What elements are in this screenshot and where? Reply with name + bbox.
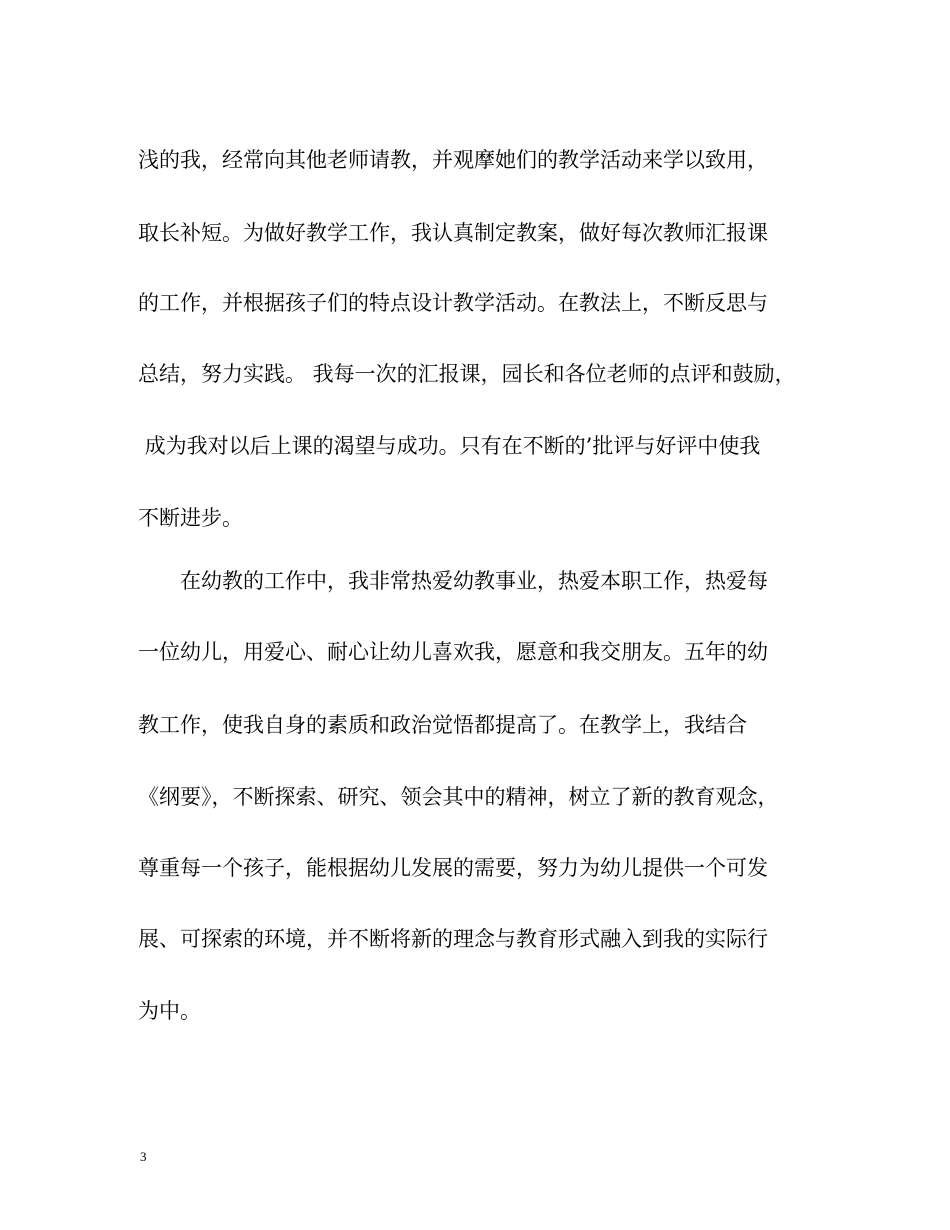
text-line: 取长补短。为做好教学工作，我认真制定教案，做好每次教师汇报课 xyxy=(138,221,768,245)
text-line: 浅的我，经常向其他老师请教，并观摩她们的教学活动来学以致用， xyxy=(138,148,768,172)
text-line: 的工作，并根据孩子们的特点设计教学活动。在教法上，不断反思与 xyxy=(138,291,768,315)
text-line: 成为我对以后上课的渴望与成功。只有在不断的’批评与好评中使我 xyxy=(138,434,761,458)
text-line: 《纲要》，不断探索、研究、领会其中的精神，树立了新的教育观念， xyxy=(138,785,779,809)
text-line: 在幼教的工作中，我非常热爱幼教事业，热爱本职工作，热爱每 xyxy=(138,569,768,593)
text-line: 一位幼儿，用爱心、耐心让幼儿喜欢我，愿意和我交朋友。五年的幼 xyxy=(138,640,768,664)
text-line: 展、可探索的环境，并不断将新的理念与教育形式融入到我的实际行 xyxy=(138,927,768,951)
text-line: 总结，努力实践。 我每一次的汇报课，园长和各位老师的点评和鼓励， xyxy=(138,362,796,386)
text-line: 为中。 xyxy=(138,999,201,1023)
text-line: 教工作，使我自身的素质和政治觉悟都提高了。在教学上，我结合 xyxy=(138,713,747,737)
page-number: 3 xyxy=(140,1149,147,1164)
text-line: 尊重每一个孩子，能根据幼儿发展的需要，努力为幼儿提供一个可发 xyxy=(138,856,768,880)
text-line: 不断进步。 xyxy=(138,506,243,530)
